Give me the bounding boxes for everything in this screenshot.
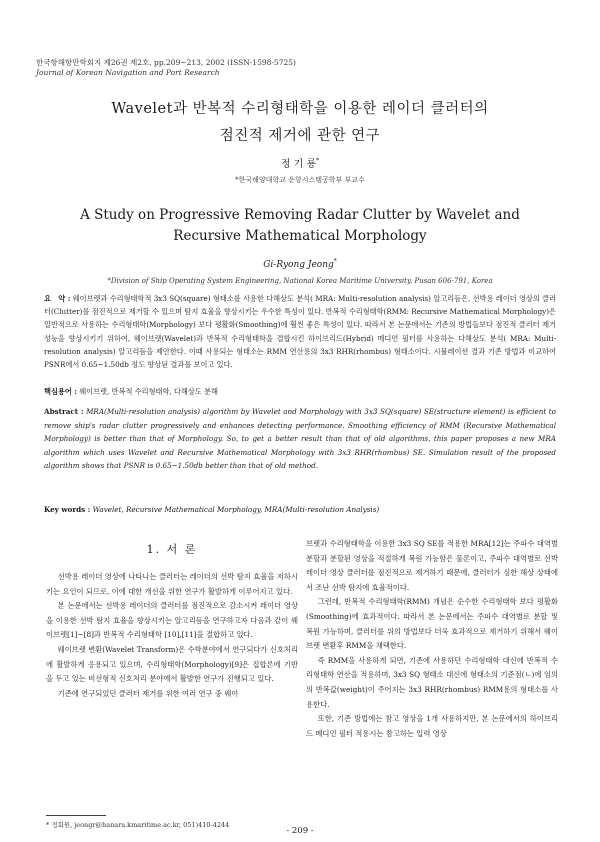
author-korean xyxy=(0,155,600,170)
affiliation-english: *Division of Ship Operating System Engineering, National Korea Maritime University, Pusan 606-791, Korea xyxy=(107,277,493,285)
abstract-english-text: MRA(Multi-resolution analysis) algorithm by Wavelet and Morphology with 3x3 SQ(square) SE(structure element) is efficient to remove ship's radar clutter progressively and enhances detecting performance. Smoothing efficiency of RMM (Recursive Mathematical Morphology) is better than that of Morphology. So, to get a better result than that of old algorithms, this paper proposes a new MRA algorithm which uses Wavelet and Recursive Mathematical Morphology with 3x3 RHR(rhombus) SE. Simulation result of the proposed algorithm shows that PSNR is 0.65~1.50db better than that of old method. xyxy=(44,407,557,471)
abstract-korean xyxy=(44,292,556,371)
keywords-korean xyxy=(44,387,556,397)
footnote-divider xyxy=(46,815,106,816)
author-korean-mark: * xyxy=(316,157,320,165)
paragraph: 브렛과 수리형태학을 이용한 3x3 SQ SE를 적용한 MRA[12]는 주파수 대역별 분할과 분할된 영상을 적절하게 복원 가능함은 물론이고, 주파수 대역별로 선박 레이더 영상 클러터를 점진적으로 제거하기 때문에, 클러터가 심한 해상 상태에서 조난 선박 탐지에 효율적이다. xyxy=(306,539,558,592)
paragraph: 기존에 연구되었던 클러터 제거를 위한 여러 연구 중 웨이 xyxy=(57,688,239,698)
body-column-right xyxy=(306,537,558,741)
paragraph: 또한, 기존 방법에는 참고 영상을 1개 사용하지만, 본 논문에서의 하이브리드 메디언 필터 적용시는 참고하는 입력 영상 xyxy=(306,714,558,738)
section-title-introduction: 1. 서 론 xyxy=(146,543,198,556)
title-english-line1: A Study on Progressive Removing Radar Clutter by Wavelet and xyxy=(80,207,520,223)
body-column-left xyxy=(46,570,298,701)
author-english-mark: * xyxy=(333,258,337,265)
paragraph: 본 논문에서는 선박용 레이더의 클러터를 점진적으로 감소시켜 레이더 영상을 이용한 선박 탐지 효율을 향상시키는 알고리듬을 연구하고자 다음과 같이 웨이브렛[1]~[8]과 반복적 수리형태학 [10],[11]을 결합하고 있다. xyxy=(46,601,298,640)
keywords-korean-text: 웨이브렛, 반복적 수리형태학, 다해상도 분해 xyxy=(79,387,218,396)
keywords-english xyxy=(44,505,556,514)
title-korean-line1: Wavelet과 반복적 수리형태학을 이용한 레이더 클러터의 xyxy=(111,101,489,117)
journal-name: Journal of Korean Navigation and Port Research xyxy=(36,68,220,77)
journal-citation: 한국항해항만학회지 제26권 제2호, pp.209~213, 2002 (ISSN-1598-5725) xyxy=(36,58,296,67)
footnote: * 정회원, jeongr@hanara.kmaritime.ac.kr, 051)410-4244 xyxy=(46,821,230,829)
title-korean xyxy=(0,96,600,150)
title-english-line2: Recursive Mathematical Morphology xyxy=(173,228,427,244)
abstract-english xyxy=(44,405,556,473)
abstract-english-label: Abstract : xyxy=(44,407,84,416)
paragraph: 즉 RMM을 사용하게 되면, 기존에 사용하던 수리형태학 대신에 반복적 수리형태학 연산을 적용하며, 3x3 SQ 형태소 대신에 형태소의 기준점(ㄴ)에 임의의 반복값(weight)이 주어지는 3x3 RHR(rhombus) RMM용의 형태소를 사용한다. xyxy=(306,655,558,709)
journal-header xyxy=(36,58,296,78)
author-korean-name: 정 기 룡 xyxy=(280,159,317,170)
title-english xyxy=(0,205,600,247)
keywords-korean-label: 핵심용어 : xyxy=(44,387,77,396)
paragraph: 그런데, 반복적 수리형태학(RMM) 개념은 순수한 수리형태학 보다 평활화(Smoothing)에 효과적이다. 따라서 본 논문에서는 주파수 대역별로 분할 및 복원 가능하며, 클러터를 위의 방법보다 더욱 효과적으로 제거하기 위해서 웨이브렛 변환후 RMM을 채택한다. xyxy=(306,597,558,651)
paragraph: 선박용 레이더 영상에 나타나는 클러터는 레이더의 선박 탐지 효율을 저하시키는 요인이 되므로, 이에 대한 개선을 위한 연구가 활발하게 이루어지고 있다. xyxy=(46,572,298,596)
abstract-korean-text: 웨이브렛과 수리형태학적 3x3 SQ(square) 형태소를 사용한 다해상도 분석( MRA: Multi-resolution analysis) 알고리듬은, 선박용 레이더 영상의 클러터(Clutter)를 점진적으로 제거할 수 있으며 탐지 효율을 향상시키는 우수한 특성이 있다. 반복적 수리형태학(RMM: Recursive Mathematical Morphology)은 일반적으로 사용하는 수리형태학(Morphology) 보다 평활화(Smoothing)에 훨씬 좋은 특성이 있다. 따라서 본 논문에서는 기존의 방법들보다 점진적 클러터 제거 성능을 향상시키기 위하여, 웨이브렛(Wavelet)과 반복적 수리형태학을 결합시킨 하이브리드(Hybrid) 메디언 필터를 사용하는 다해상도 분석( MRA: Multi-resolution analysis) 알고리듬을 제안한다. 이때 사용되는 형태소는 RMM 연산용의 3x3 RHR(rhombus) 형태소이다. 시뮬레이션 결과 기존 방법과 비교하여 PSNR에서 0.65~1.50db 정도 향상된 결과를 보이고 있다. xyxy=(44,294,556,370)
abstract-korean-label: 요 약 : xyxy=(44,294,71,303)
author-english-name: Gi-Ryong Jeong xyxy=(263,260,334,270)
affiliation-korean: *한국해양대학교 운항시스템공학부 부교수 xyxy=(235,176,365,184)
keywords-english-label: Key words : xyxy=(44,505,91,514)
paragraph: 웨이브렛 변환(Wavelet Transform)은 수학분야에서 연구되다가 신호처리에 활발하게 응용되고 있으며, 수리형태학(Morphology)[9]은 집합론에 기반을 두고 있는 비선형적 신호처리 분야에서 활발한 연구가 진행되고 있다. xyxy=(46,644,298,684)
keywords-english-text: Wavelet, Recursive Mathematical Morphology, MRA(Multi-resolution Analysis) xyxy=(92,505,380,514)
author-english xyxy=(0,258,600,270)
page-number: - 209 - xyxy=(286,826,314,836)
title-korean-line2: 점진적 제거에 관한 연구 xyxy=(219,128,381,144)
